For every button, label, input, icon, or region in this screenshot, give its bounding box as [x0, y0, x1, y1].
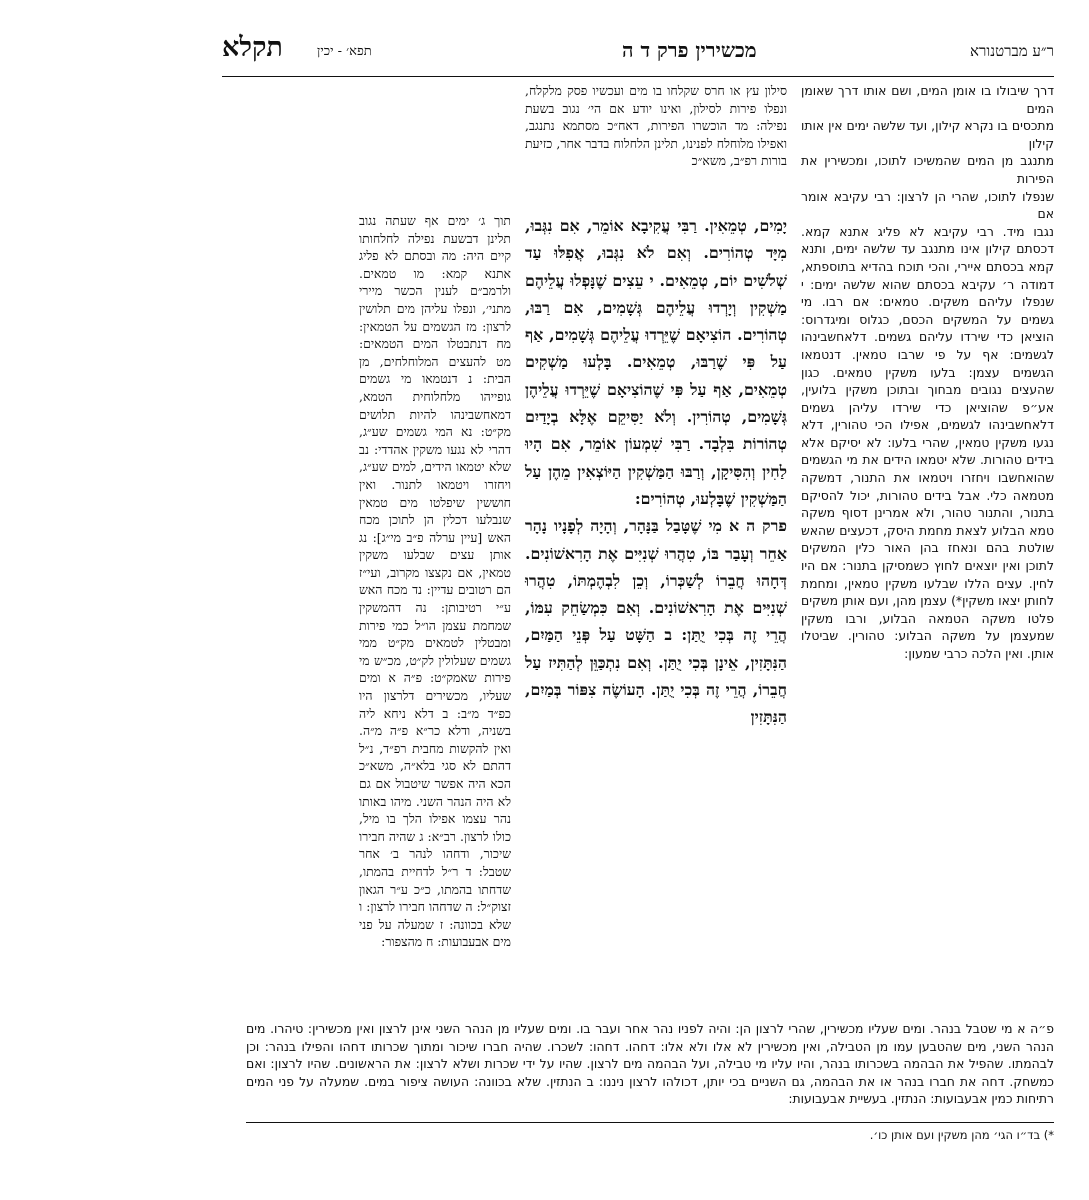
- bartenura-bottom-text: פ״ה א מי שטבל בנהר. ומים שעליו מכשירין, שהרי לרצון הן: והיה לפניו נהר אחר ועבר בו. ומים שעליו מן הנהר השני אינן לרצון ואין מכשירין: טיהרו. מים הנהר השני, מים שהטבען עמו מן הטבילה, ואין מכשירין לא אלו ולא אלו: דחהו. דחהו: לשכרו. שהיה חברו שיכור ומתוך שכרותו דחהו והפילו בנהר: וכן לבהמתו. שהפיל את הבהמה בשכרותו בנהר, והיו עליו מי טבילה, ועל הבהמה מים לרצון. שהיו על ידי שכרות ושלא לרצון: את הראשונים. שהיו לרצון: ואם כמשחק. דחה את חברו בנהר או את הבהמה, גם השניים בכי יותן, דכולהו לרצון ניננו: ב הנתזין. שלא בכוונה: העושה ציפור במים. שמעלה על פני המים רתיחות כמין אבעבועות: הנתזין. בעשיית אבעבועות:: [246, 1021, 1054, 1107]
- page-number: תקלא: [222, 32, 283, 63]
- mishnah-text: יָמִים, טְמֵאִין. רַבִּי עֲקִיבָא אוֹמֵר, אִם נִגְּבוּ, מִיָּד טְהוֹרִים. וְאִם לֹא נִגְּבוּ, אֲפִלּוּ עַד שְׁלֹשִׁים יוֹם, טְמֵאִים. י עֵצִים שֶׁנָּפְלוּ עֲלֵיהֶם מַשְׁקִין וְיָרְדוּ עֲלֵיהֶם גְּשָׁמִים, אִם רַבּוּ, טְהוֹרִים. הוֹצִיאָם שֶׁיֵּרְדוּ עֲלֵיהֶם גְּשָׁמִים, אַף עַל פִּי שֶׁרַבּוּ, טְמֵאִים. בָּלְעוּ מַשְׁקִים טְמֵאִים, אַף עַל פִּי שֶׁהוֹצִיאָם שֶׁיֵּרְדוּ עֲלֵיהֶן גְּשָׁמִים, טְהוֹרִין. וְלֹא יַסִּיקֵם אֶלָּא בְיָדַיִם טְהוֹרוֹת בִּלְבָד. רַבִּי שִׁמְעוֹן אוֹמֵר, אִם הָיוּ לַחִין וְהִסִּיקָן, וְרַבּוּ הַמַּשְׁקִין הַיּוֹצְאִין מֵהֶן עַל הַמַּשְׁקִין שֶׁבָּלְעוּ, טְהוֹרִים:: [525, 216, 787, 508]
- footnote: *) בד״ו הגי׳ מהן משקין ועם אותן כו׳.: [869, 1128, 1054, 1142]
- footnote-rule: [246, 1122, 1054, 1123]
- tiferet-column: [359, 212, 511, 951]
- mishnah-column: [525, 212, 787, 731]
- bartenura-text: שנפלו לתוכו, שהרי הן לרצון: רבי עקיבא אומר אם: [801, 188, 1054, 222]
- page-header: [222, 32, 1054, 68]
- tiferet-top-text: סילון עץ או חרס שקלחו בו מים ועכשיו פסק מלקלח, ונפלו פירות לסילון, ואינו יודע אם הי׳ נגוב בשעת נפילה: מד הוכשרו הפירות, דאח״כ מסתמא נתנגב, ואפילו מלוחלח לפנינו, תלינן הלחלוח בדבר אחר, כזיעת בורות רפ״ב, משא״כ: [525, 83, 787, 169]
- bartenura-column: [801, 82, 1054, 663]
- commentary-range: תפא׳ - יכין: [317, 44, 372, 59]
- tractate-title: מכשירין פרק ד ה: [622, 38, 757, 62]
- bartenura-bottom-block: [246, 1020, 1054, 1108]
- tiferet-top-block: [525, 82, 787, 170]
- bartenura-text: מתכסים בו נקרא קילון, ועד שלשה ימים אין אותו קילון: [801, 118, 1054, 151]
- bartenura-text: דרך שיבולו בו אומן המים, ושם אותו דרך שאומן המים: [801, 83, 1054, 116]
- bartenura-text: נגבו מיד. רבי עקיבא לא פליג אתנא קמא. דכסתם קילון אינו מתנגב עד שלשה ימים, ותנא קמא בכסתם איירי, והכי תוכח בהדיא בתוספתא, דמודה ר׳ עקיבא בכסתם שהוא שלשה ימים: י שנפלו עליהם משקים. טמאים: אם רבו. מי גשמים על המשקים הכסם, כגלוס ומיגדרוס: הוציאן כדי שירדו עליהם גשמים. דלאחשבינהו לגשמים: אף על פי שרבו טמאין. דנטמאו הגשמים עצמן: בלעו משקין טמאים. כגון שהעצים נגובים מבחוך ובתוכן משקין בלועין, אע״פ שהוציאן כדי שירדו עליהן גשמים דלאחשבינהו לגשמים, אפילו הכי טהורין, דלא נגעו משקין טמאין, שהרי בלעו: לא יסיקם אלא בידים טהורות. שלא יטמאו הידים את מי הגשמים שהואחשבו ויחזרו ויטמאו את התנור, דמשקה מטמאה כלי. אבל בידים טהורות, יכול להסיקם בתנור, והתנור טהור, ולא אמרינן דסוף משקה טמא הבלוע לצאת מחמת היסק, דכעצים שהאש שולטת בהם ונאחז בהן האור כלין המשקים לתוכן ואין יוצאים לחוץ כשמסיקן בתנור: אם היו לחין. עצים הללו שבלעו משקין טמאין, ומחמת לחותן יצאו משקין*) עצמן מהן, ועם אותן משקים פלטו משקה הטמאה הבלוע, ורבו משקין שמעצמן על משקה הבלוע: טהורין. שביטלו אותן. ואין הלכה כרבי שמעון:: [801, 223, 1054, 661]
- tiferet-text: תוך ג׳ ימים אף שעתה נגוב תלינן דבשעת נפילה לחלחותו קיים היה: מה ובסתם לא פליג אתנא קמא: מו טמאים. ולרמב״ם לענין הכשר מיירי מתני׳, ונפלו עליהן מים תלושין לרצון: מז הגשמים על הטמאין: מח דנתבטלו המים הטמאים: מט להעצים המלוחלחים, מן הבית: נ דנטמאו מי גשמים גופייהו מלחלוחית הטמא, דמאחשבינהו להיות תלושים מק״ט: נא המי גשמים שע״ג, דהרי לא נגעו משקין אהדדי: נב שלא יטמאו הידים, למים שע״ג, ויחזרו ויטמאו לתנור. ואין חוששין שיפלטו מים טמאין שנבלעו דכלין הן לתוכן מכח האש [עיין ערלה פ״ב מי״ג]: נג אותן עצים שבלעו משקין טמאין, אם נקצצו מקרוב, ועי״ז הם רטובים עדיין: נד מכח האש ע״י רטיבותן: נה דהמשקין שמחמת עצמן הו״ל כמי פירות ומבטלין לטמאים מק״ט ממי גשמים שעלולין לק״ט, מכ״ש מי פירות שאמק״ט: פ״ה א ומים שעליו, מכשירים דלרצון היו כפ״ד מ״ב: ב דלא ניחא ליה בשניה, ודלא כר״א פ״ה מ״ה. ואין להקשות מחבית רפ״ד, נ״ל דהתם לא סגי בלא״ה, משא״כ הכא היה אפשר שיטבול אם גם לא היה הנהר השני. מיהו באותו נהר עצמו אפילו הלך בו מיל, כולו לרצון. רב״א: ג שהיה חבירו שיכור, ודחהו לנהר ב׳ אחר שטבל: ד ר״ל לדחיית בהמתו, שדחתו בהמתו, כ״כ ע״ר הגאון זצוק״ל: ה שדחהו חבירו לרצון: ו שלא בכוונה: ז שמעלה על פני מים אבעבועות: ח מהצפור:: [359, 213, 511, 950]
- bartenura-text: מתנגב מן המים שהמשיכו לתוכו, ומכשירין את הפירות: [801, 153, 1054, 186]
- commentary-name: ר״ע מברטנורא: [970, 42, 1054, 60]
- header-rule: [222, 76, 1054, 77]
- mishnah-text: פרק ה א מִי שֶׁטָּבַל בַּנָּהָר, וְהָיָה לְפָנָיו נָהָר אַחֵר וְעָבַר בּוֹ, טִהֲרוּ שְׁנִיִּים אֶת הָרִאשׁוֹנִים. דְּחָהוּ חֲבֵרוֹ לְשַׁכְּרוֹ, וְכֵן לִבְהֶמְתּוֹ, טִהֲרוּ שְׁנִיִּים אֶת הָרִאשׁוֹנִים. וְאִם כִּמְשַׂחֵק עִמּוֹ, הֲרֵי זֶה בְּכִי יֻתַּן: ב הַשָּׁט עַל פְּנֵי הַמַּיִם, הַנִּתָּזִין, אֵינָן בְּכִי יֻתַּן. וְאִם נִתְכַּוֵּן לְהַתִּיז עַל חֲבֵרוֹ, הֲרֵי זֶה בְּכִי יֻתַּן. הָעוֹשֶׂה צִפּוֹר בְּמַיִם, הַנִּתָּזִין: [525, 516, 787, 727]
